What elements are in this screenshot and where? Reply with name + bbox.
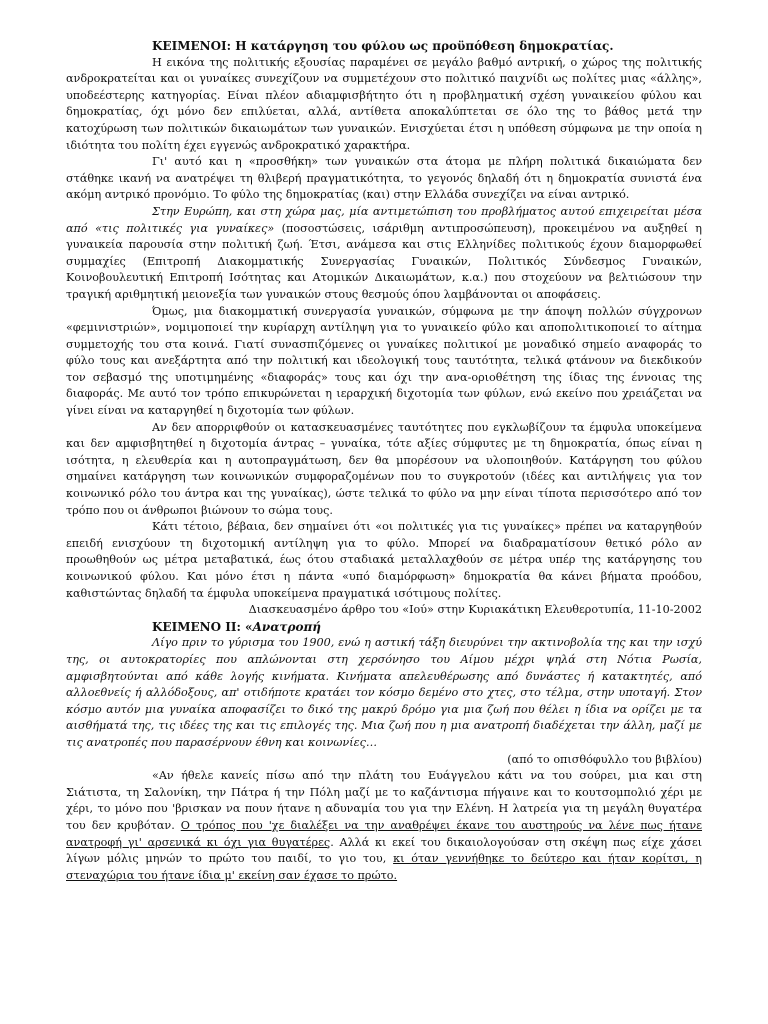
paragraph-3 bbox=[66, 204, 702, 304]
paragraph-7: Λίγο πριν το γύρισμα του 1900, ενώ η αστική τάξη διευρύνει την ακτινοβολία της και την ισχύ της, οι αυτοκρατορίες που απλώνονται στη χερσόνησο του Αίμου μέχρι ψηλά στη Νότια Ρωσία, αμφισβητούνται από κάθε λογής κινήματα. Κινήματα απελευθέρωσης από δυνάστες ή κατακτητές, από αλλοεθνείς ή αλλόδοξους, απ' οτιδήποτε κρατάει τον κόσμο δεμένο στο χτες, στο τέλμα, στην υποταγή. Στον κόσμο αυτόν μια γυναίκα αποφασίζει το δικό της μακρύ δρόμο για μια ζωή που θέλει η ίδια να ορίζει με τα αισθήματά της, τις ιδέες της και τις επιλογές της. Μια ζωή που η μια ανατροπή διαδέχεται την άλλη, μαζί με τις ανατροπές που παρασέρνουν έθνη και κοινωνίες… bbox=[66, 636, 702, 749]
text2-title-italic: Ανατροπή bbox=[252, 619, 321, 634]
paragraph-8 bbox=[66, 768, 702, 884]
paragraph-1: Η εικόνα της πολιτικής εξουσίας παραμένει σε μεγάλο βαθμό αντρική, ο χώρος της πολιτικής ανδροκρατείται και οι γυναίκες συνεχίζουν να συμμετέχουν στο πολιτικό παιχνίδι ως πολίτες μιας «άλλης», υποδεέστερης κατηγορίας. Είναι πλέον αδιαμφισβήτητο ότι η προβληματική σχέση γυναικείου φύλου και δημοκρατίας, όχι μόνο δεν επιλύεται, αλλά, αντίθετα αποκαλύπτεται σε όλο της το βάθος μετά την κατοχύρωση των πολιτικών δικαιωμάτων των γυναικών. Ενισχύεται έτσι η υπόθεση σύμφωνα με την οποία η ιδιότητα του πολίτη έχει εγγενώς ανδροκρατικό χαρακτήρα. bbox=[66, 55, 702, 152]
paragraph-2: Γι' αυτό και η «προσθήκη» των γυναικών στα άτομα με πλήρη πολιτικά δικαιώματα δεν στάθηκε ικανή να ανατρέψει τη θλιβερή πραγματικότητα, το γεγονός δηλαδή ότι η δημοκρατία συνιστά ένα ακόμη αντρικό προνόμιο. Το φύλο της δημοκρατίας (και) στην Ελλάδα συνεχίζει να είναι αντρικό. bbox=[66, 155, 702, 202]
paragraph-8-underlined-1: Ο τρόπος που 'χε διαλέξει να την αναθρέψει έκανε του αυστηρούς να λένε πως ήτανε ανατροφή γι' αρσενικά κι όχι για θυγατέρες bbox=[66, 818, 703, 849]
source-citation-1: Διασκευασμένο άρθρο του «Ιού» στην Κυριακάτικη Ελευθεροτυπία, 11-10-2002 bbox=[248, 603, 702, 617]
paragraph-4: Όμως, μια διακομματική συνεργασία γυναικών, σύμφωνα με την άποψη πολλών σύγχρονων «φεμινιστριών», νομιμοποιεί την κυρίαρχη αντίληψη για το γυναικείο φύλο και αποπολιτικοποιεί το αίτημα συμμετοχής του στα κοινά. Γιατί συνασπιζόμενες οι γυναίκες πολιτικοί με μοναδικό σημείο αναφοράς το φύλο τους και ανεξάρτητα από την πολιτική και ιδεολογική τους ταυτότητα, τελικά φτάνουν να διεκδικούν τον σεβασμό της υποτιμημένης «διαφοράς» τους και όχι την ανα-οριοθέτηση της ίδιας της έννοιας της διαφοράς. Με αυτό τον τρόπο επικυρώνεται η ιεραρχική διχοτομία των φύλων, ενώ εκείνο που χρειάζεται να γίνει είναι να καταργηθεί η διχοτομία των φύλων. bbox=[66, 304, 702, 418]
paragraph-3-rest: (ποσοστώσεις, ισάριθμη αντιπροσώπευση), προκειμένου να αυξηθεί η γυναικεία παρουσία στην πολιτική ζωή. Έτσι, ανάμεσα και στις Ελληνίδες πολιτικούς έχουν διαμορφωθεί συμμαχίες (Επιτροπή Διακομματικής Συνεργασίας Γυναικών, Πολιτικός Σύνδεσμος Γυναικών, Κοινοβουλευτική Επιτροπή Ισότητας και Ατομικών Δικαιωμάτων, κ.α.) που στοχεύουν να βελτιώσουν την τραγική αριθμητική μειονεξία των γυναικών στους θεσμούς όπου λαμβάνονται οι αποφάσεις. bbox=[66, 221, 702, 301]
paragraph-5: Αν δεν απορριφθούν οι κατασκευασμένες ταυτότητες που εγκλωβίζουν τα έμφυλα υποκείμενα και δεν αμφισβητηθεί η διχοτομία άντρας – γυναίκα, τότε αξίες σύμφυτες με τη δημοκρατία, όπως είναι η ισότητα, η ελευθερία και η αυτοπραγμάτωση, δεν θα μπορέσουν να υλοποιηθούν. Κατάργηση του φύλου σημαίνει κατάργηση των κοινωνικών συμφοραζομένων που το συγκροτούν (ιδέες και αντιλήψεις για τον κοινωνικό ρόλο του άντρα και της γυναίκας), ώστε τελικά το φύλο να μην είναι τίποτα περισσότερο από τον τρόπο που οι άνθρωποι βιώνουν το σώμα τους. bbox=[66, 420, 702, 517]
source-citation-2: (από το οπισθόφυλλο του βιβλίου) bbox=[507, 752, 702, 766]
paragraph-3-italic: Στην Ευρώπη, και στη χώρα μας, μία αντιμετώπιση του προβλήματος αυτού επιχειρείται μέσα από «τις πολιτικές για γυναίκες» bbox=[66, 204, 702, 235]
text2-title bbox=[152, 619, 702, 636]
paragraph-8-plain: «Αν ήθελε κανείς πίσω από την πλάτη του Ευάγγελου κάτι να του σούρει, μια και στη Σιάτιστα, τη Σαλονίκη, την Πάτρα ή την Πόλη μαζί με το καζάντισμα πήγαινε και το κουτσομπολιό χέρι με χέρι, το μόνο που 'βρισκαν να πουν ήτανε η αδυναμία του για την Ελένη. Η λατρεία για τη μεγάλη θυγατέρα του δεν κρυβόταν. bbox=[66, 769, 702, 832]
text2-title-bold: ΚΕΙΜΕΝΟ ΙΙ: « bbox=[152, 619, 253, 634]
paragraph-6: Κάτι τέτοιο, βέβαια, δεν σημαίνει ότι «οι πολιτικές για τις γυναίκες» πρέπει να καταργηθούν επειδή ενισχύουν τη διχοτομική αντίληψη για το φύλο. Μπορεί να διαδραματίσουν θετικό ρόλο αν προωθηθούν ως μέτρα μεταβατικά, έως ότου σταδιακά μεταλλαχθούν σε μέτρα υπέρ της κατάργησης του κοινωνικού φύλου. Και μόνο έτσι η πάντα «υπό διαμόρφωση» δημοκρατία θα κάνει βήματα προόδου, καθιστώντας δηλαδή τα έμφυλα υποκείμενα πραγματικά ισότιμους πολίτες. bbox=[66, 520, 702, 600]
paragraph-8-underlined-2: κι όταν γεννήθηκε το δεύτερο και ήταν κορίτσι, η στεναχώρια του ήτανε ίδια μ' εκείνη σαν έχασε το πρώτο. bbox=[66, 852, 702, 882]
text1-title: ΚΕΙΜΕΝΟΙ: Η κατάργηση του φύλου ως προϋπόθεση δημοκρατίας. bbox=[152, 39, 614, 53]
paragraph-8-mid: . Αλλά κι εκεί του δικαιολογούσαν στη σκέψη πως είχε χάσει λίγων μόλις μηνών το πρώτο του παιδί, το γιο του, bbox=[66, 835, 703, 866]
